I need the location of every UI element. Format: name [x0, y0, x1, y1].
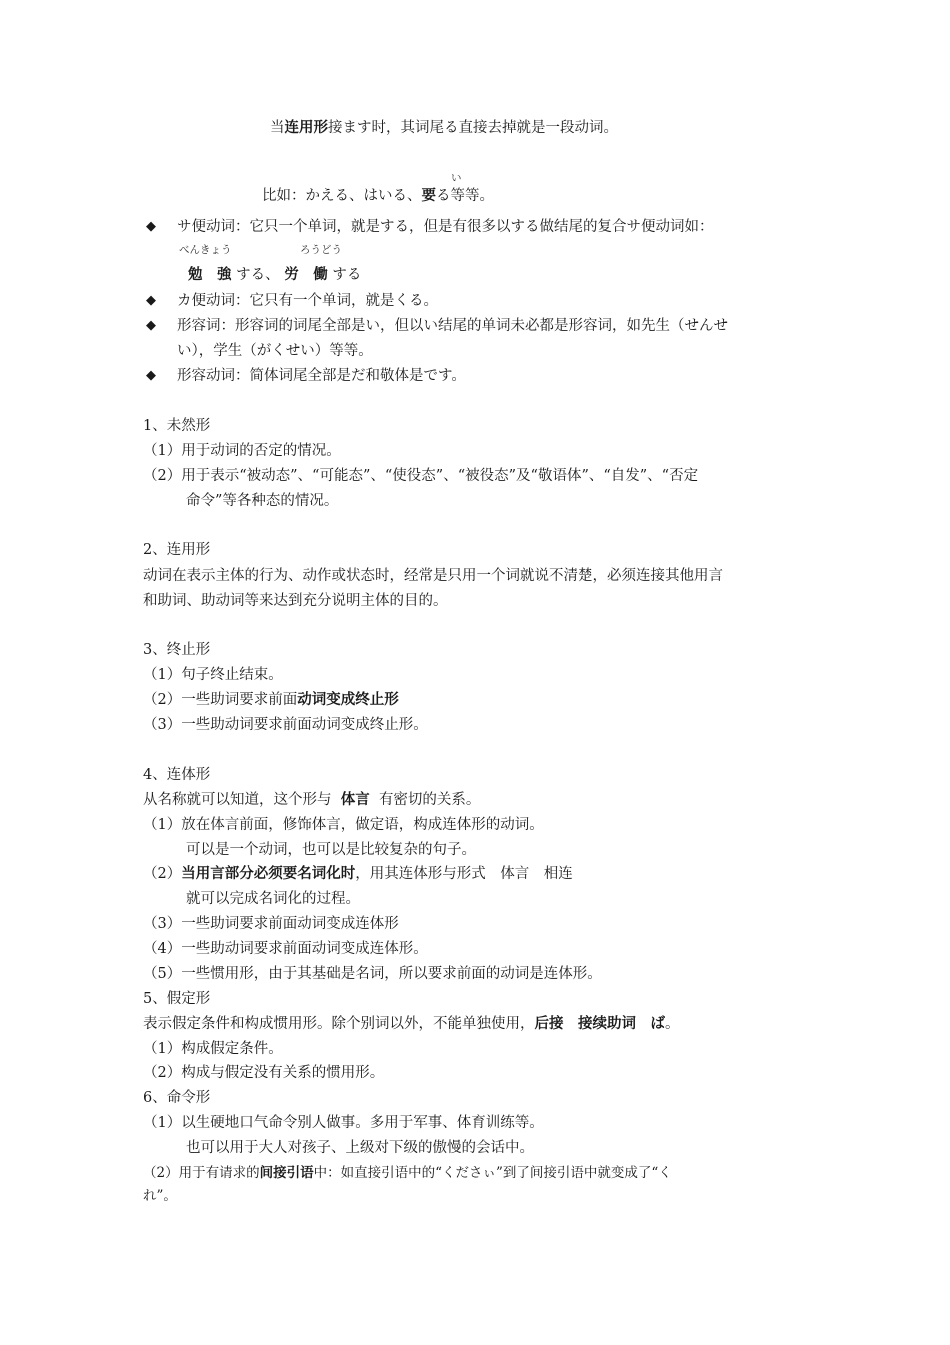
sa-suru-2: する [332, 267, 362, 283]
adjective-line-1: 形容词：形容词的词尾全部是い，但以い结尾的单词未必都是形容词，如先生（せんせ [177, 318, 728, 334]
list-item-text: ，用其连体形与形式 体言 相连 [355, 866, 573, 882]
list-item [143, 864, 573, 884]
paragraph-text-rest: 。 [665, 1016, 680, 1032]
section-title-shuushikei: 3、终止形 [143, 642, 211, 658]
list-item-bold: 间接引语 [259, 1165, 314, 1181]
list-item: （3）一些助词要求前面动词变成连体形 [143, 916, 399, 932]
list-item: （2）用于表示“被动态”、“可能态”、“使役态”、“被役态”及“敬语体”、“自发”、“否定 [143, 468, 699, 484]
section-title-kateikei: 5、假定形 [143, 991, 211, 1007]
ruby-i: い [451, 172, 462, 184]
sa-word-benkyou: 勉 強 [188, 267, 232, 283]
adjective-line-2: い），学生（がくせい）等等。 [177, 343, 373, 359]
paragraph-bold: 后接 接续助词 ば [534, 1016, 665, 1032]
list-item: （3）一些助动词要求前面动词变成终止形。 [143, 717, 428, 733]
list-item-text-rest: 中：如直接引语中的“くださぃ”到了间接引语中就变成了“く [313, 1165, 672, 1181]
intro-line [270, 118, 618, 138]
section-title-mizenkei: 1、未然形 [143, 418, 211, 434]
bullet-icon: ◆ [146, 368, 156, 383]
example-text-rest: る等等。 [436, 188, 494, 204]
paragraph-text: 从名称就可以知道，这个形与 [143, 792, 332, 808]
ka-verb-line: カ便动词：它只有一个单词，就是くる。 [177, 293, 438, 309]
sa-examples-line [188, 265, 361, 285]
list-item-number: （2） [143, 866, 182, 882]
paragraph-line [143, 1014, 680, 1034]
example-bold-kanji: 要 [421, 188, 436, 204]
list-item: （1）构成假定条件。 [143, 1041, 283, 1057]
paragraph-line: 动词在表示主体的行为、动作或状态时，经常是只用一个词就说不清楚，必须连接其他用言 [143, 568, 723, 584]
list-item-text: （2）用于有请求的 [143, 1165, 260, 1181]
list-item-continuation: 可以是一个动词，也可以是比较复杂的句子。 [186, 842, 476, 858]
section-title-rentaikei: 4、连体形 [143, 767, 211, 783]
list-item-text: （2）一些助词要求前面 [143, 692, 298, 708]
list-item: （1）以生硬地口气命令别人做事。多用于军事、体育训练等。 [143, 1115, 544, 1131]
paragraph-text: 表示假定条件和构成惯用形。除个别词以外，不能单独使用， [143, 1016, 535, 1032]
bullet-icon: ◆ [146, 219, 156, 234]
ruby-benkyou: べんきょう [179, 244, 232, 256]
sa-verb-line: サ便动词：它只一个单词，就是する，但是有很多以する做结尾的复合サ便动词如： [177, 219, 714, 235]
paragraph-bold: 体言 [340, 792, 370, 808]
example-text: 比如：かえる、はいる、 [262, 188, 422, 204]
section-title-meireikei: 6、命令形 [143, 1090, 211, 1106]
bullet-icon: ◆ [146, 293, 156, 308]
list-item-continuation: れ”。 [143, 1188, 177, 1204]
list-item: （4）一些助动词要求前面动词变成连体形。 [143, 941, 428, 957]
sa-suru-1: する、 [236, 267, 280, 283]
list-item-continuation: 就可以完成名词化的过程。 [186, 891, 360, 907]
paragraph-line [143, 790, 480, 810]
list-item-bold: 动词变成终止形 [297, 692, 399, 708]
list-item: （1）句子终止结束。 [143, 667, 283, 683]
list-item-continuation: 也可以用于大人对孩子、上级对下级的傲慢的会话中。 [186, 1140, 534, 1156]
list-item: （1）用于动词的否定的情况。 [143, 443, 341, 459]
ruby-roudou: ろうどう [300, 244, 342, 256]
list-item: （5）一些惯用形，由于其基础是名词，所以要求前面的动词是连体形。 [143, 966, 602, 982]
section-title-renyoukei: 2、连用形 [143, 542, 211, 558]
paragraph-line: 和助词、助动词等来达到充分说明主体的目的。 [143, 593, 448, 609]
list-item-bold: 当用言部分必须要名词化时 [181, 866, 356, 882]
list-item: （1）放在体言前面，修饰体言，做定语，构成连体形的动词。 [143, 817, 544, 833]
list-item [143, 1163, 672, 1183]
intro-bold-term: 连用形 [284, 120, 328, 136]
paragraph-text-rest: 有密切的关系。 [378, 792, 481, 808]
list-item [143, 690, 399, 710]
list-item-continuation: 命令”等各种态的情况。 [186, 493, 339, 509]
intro-text-rest: 接ます时，其词尾る直接去掉就是一段动词。 [328, 120, 618, 136]
list-item: （2）构成与假定没有关系的惯用形。 [143, 1065, 385, 1081]
example-line [262, 186, 494, 206]
bullet-icon: ◆ [146, 318, 156, 333]
sa-word-roudou: 労 働 [284, 267, 328, 283]
adjectival-verb-line: 形容动词：简体词尾全部是だ和敬体是です。 [177, 368, 466, 384]
intro-text: 当 [270, 120, 285, 136]
